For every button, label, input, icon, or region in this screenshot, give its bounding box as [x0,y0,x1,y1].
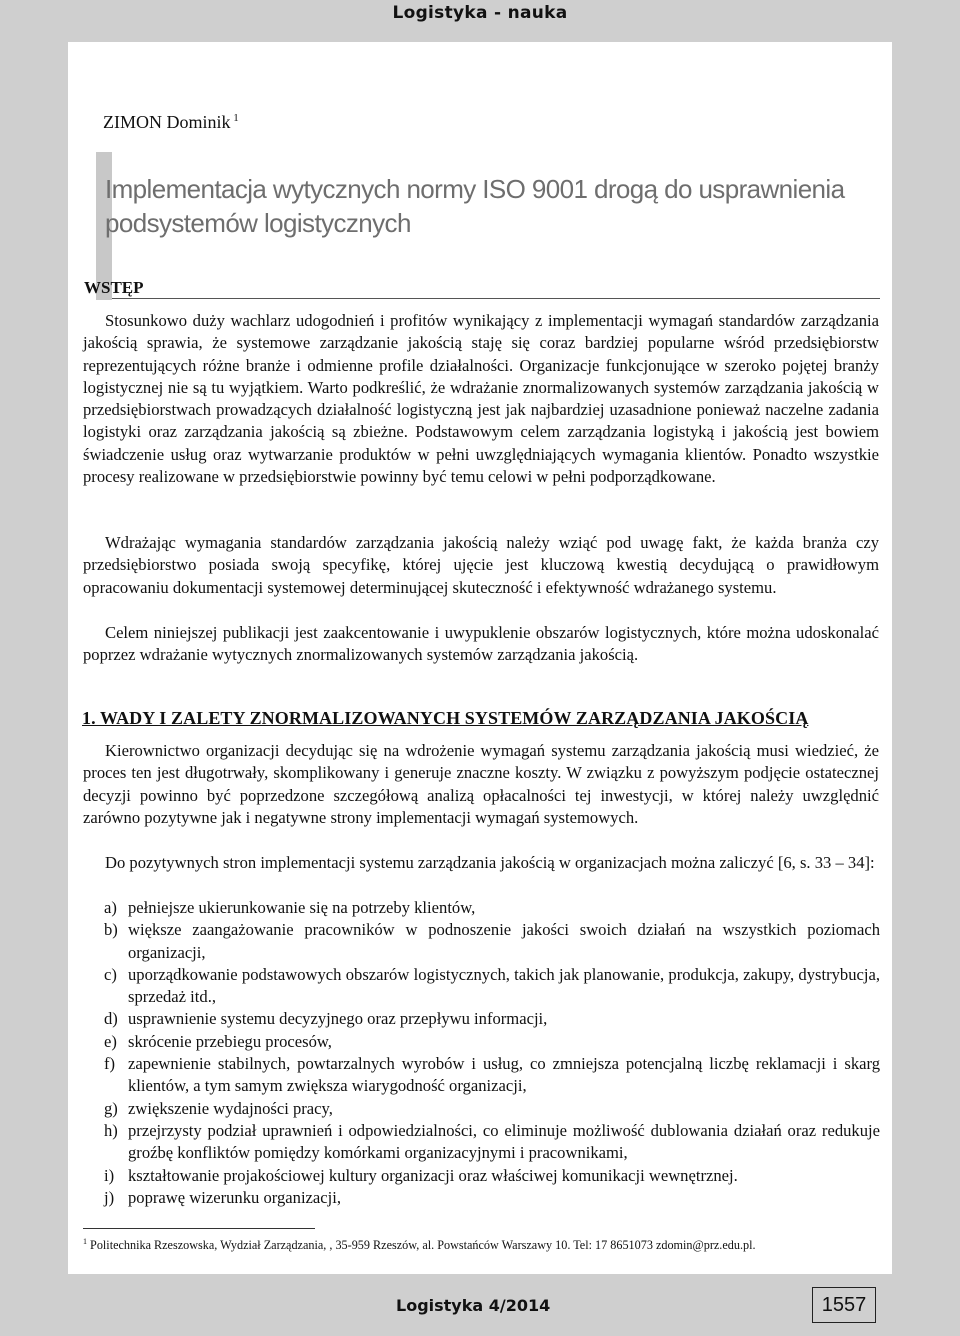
journal-footer: Logistyka 4/2014 [396,1296,551,1315]
list-item: a) pełniejsze ukierunkowanie się na potrzeby klientów, [104,898,476,917]
intro-paragraph-3: Celem niniejszej publikacji jest zaakcentowanie i uwypuklenie obszarów logistycznych, które można udoskonalać poprzez wdrażanie wytycznych znormalizowanych systemów zarządzania jakością. [83,623,879,665]
title-line-2: podsystemów logistycznych [105,208,411,238]
running-header: Logistyka - nauka [392,3,568,23]
footnote-marker: 1 [83,1237,87,1246]
footnote-divider [83,1228,315,1229]
list-item: d) usprawnienie systemu decyzyjnego oraz przepływu informacji, [104,1009,548,1029]
list-item: j) poprawę wizerunku organizacji, [104,1187,342,1207]
list-item: b) większe zaangażowanie pracowników w podnoszenie jakości swoich działań na wszystkich poziomach organizacji, [104,920,880,962]
title-line-1: Implementacja wytycznych normy ISO 9001 drogą do usprawnienia [105,174,845,204]
footnote [83,1237,756,1253]
list-item: f) zapewnienie stabilnych, powtarzalnych wyrobów i usług, co zmniejsza potencjalną liczbę reklamacji i skarg klientów, a tym samym zwiększa wiarygodność organizacji, [104,1054,880,1096]
footnote-text: Politechnika Rzeszowska, Wydział Zarządzania, , 35-959 Rzeszów, al. Powstańców Warszawy 10. Tel: 17 8651073 zdomin@prz.edu.pl. [90,1238,756,1253]
intro-heading: WSTĘP [84,278,144,297]
author-name [103,112,239,133]
list-item: i) kształtowanie projakościowej kultury organizacji oraz właściwej komunikacji wewnętrznej. [104,1165,738,1185]
section-1-paragraph-2: Do pozytywnych stron implementacji systemu zarządzania jakością w organizacjach można zaliczyć [6, s. 33 – 34]: [105,853,875,872]
author-footnote-marker: 1 [233,112,239,124]
page-sheet [68,42,892,1274]
list-item: g) zwiększenie wydajności pracy, [104,1098,333,1118]
list-item: e) skrócenie przebiegu procesów, [104,1031,332,1051]
list-item: h) przejrzysty podział uprawnień i odpowiedzialności, co eliminuje możliwość dublowania działań oraz redukuje groźbę konfliktów pomiędzy komórkami organizacyjnymi i pracownikami, [104,1120,880,1163]
intro-paragraph-1: Stosunkowo duży wachlarz udogodnień i profitów wynikający z implementacji wymagań standardów zarządzania jakością sprawia, że systemowe zarządzanie jakością staję się coraz bardziej popularne wśród przedsiębiorstw reprezentujących różne branże i odmienne profile działalności. Organizacje funkcjonujące w szeroko pojętej branży logistycznej nie są tu wyjątkiem. Warto podkreślić, że wdrażanie znormalizowanych systemów zarządzania jakością w przedsiębiorstwach prowadzących działalność logistyczną jest jak najbardziej uzasadnione ponieważ naczelne zadania logistyki oraz zarządzania jakością są zbieżne. Podstawowym celem zarządzania logistyką i jakością jest bowiem świadczenie usług oraz wytwarzanie produktów w pełni uwzględniających wymagania klientów. Ponadto wszystkie procesy realizowane w przedsiębiorstwie powinny być temu celowi w pełni podporządkowane. [83,311,879,487]
paper-title [105,172,865,240]
author-text: ZIMON Dominik [103,112,231,132]
section-1-heading: 1. WADY I ZALETY ZNORMALIZOWANYCH SYSTEMÓW ZARZĄDZANIA JAKOŚCIĄ [82,708,809,728]
page-number: 1557 [812,1287,876,1323]
advantages-list [104,897,880,1209]
title-divider [112,298,880,299]
section-1-paragraph-1: Kierownictwo organizacji decydując się na wdrożenie wymagań systemu zarządzania jakością musi wiedzieć, że proces ten jest długotrwały, skomplikowany i generuje znaczne koszty. W związku z powyższym podjęcie ostatecznej decyzji powinno być poprzedzone szczegółową analizą opłacalności tej inwestycji, w której należy uwzględnić zarówno pozytywne jak i negatywne strony implementacji wymagań systemowych. [83,741,879,827]
intro-paragraph-2: Wdrażając wymagania standardów zarządzania jakością należy wziąć pod uwagę fakt, że każda branża czy przedsiębiorstwo posiada swoją specyfikę, której ujęcie jest kluczową kwestią decydującą o prawidłowym opracowaniu dokumentacji systemowej determinującej skuteczność i efektywność wdrażanego systemu. [83,533,879,597]
list-item: c) uporządkowanie podstawowych obszarów logistycznych, takich jak planowanie, produkcja, zakupy, dystrybucja, sprzedaż itd., [104,964,880,1007]
